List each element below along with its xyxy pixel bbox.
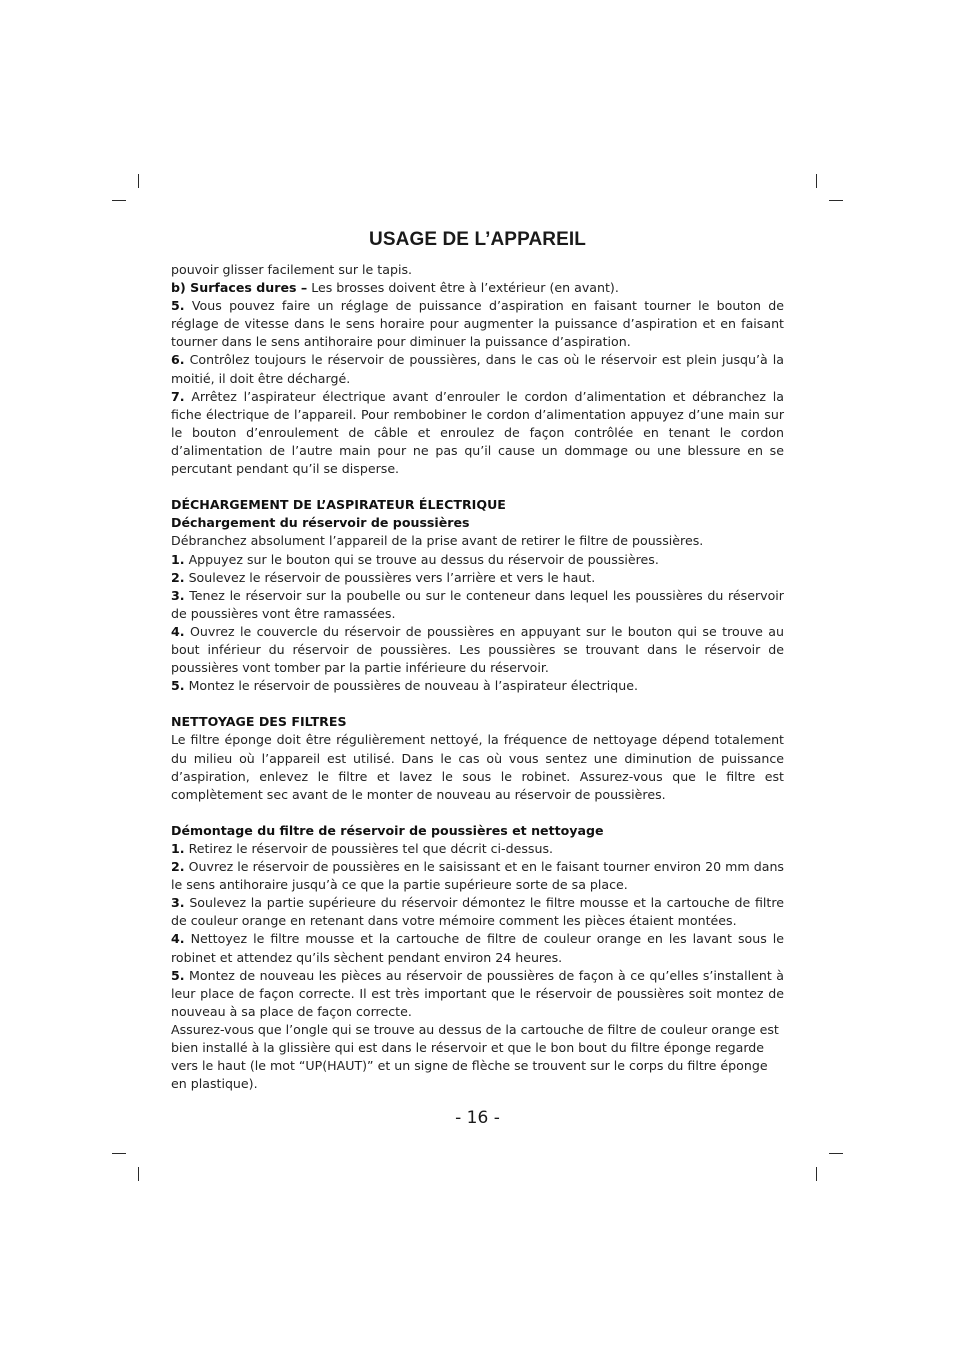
item-text: Montez le réservoir de poussières de nouveau à l’aspirateur électrique.: [184, 678, 638, 694]
item-text: Retirez le réservoir de poussières tel que décrit ci-dessus.: [184, 841, 554, 856]
crop-mark: [138, 174, 139, 188]
item-text: Vous pouvez faire un réglage de puissance d’aspiration en faisant tourner le bouton de réglage de vitesse dans le sens horaire pour augmenter la puissance d’aspiration et en faisant tourner dans le sens antihoraire pour diminuer la puissance d’aspiration.: [171, 298, 784, 350]
paragraph: Assurez-vous que l’ongle qui se trouve au dessus de la cartouche de filtre de couleur orange est bien installé à la glissière qui est dans le réservoir et que le bon bout du filtre éponge regarde vers le haut (le mot “UP(HAUT)” et un signe de flèche se trouvent sur le corps du filtre éponge en plastique).: [171, 1021, 779, 1092]
item-number: 1.: [171, 841, 185, 856]
item-text: Montez de nouveau les pièces au réservoir de poussières de façon à ce qu’elles s’installent à leur place de façon correcte. Il est très important que le réservoir de poussières soit montez de nouveau à sa place de façon correcte.: [171, 967, 784, 1019]
crop-mark: [138, 1167, 139, 1181]
item-number: 4.: [171, 623, 185, 639]
page-number: - 16 -: [455, 1108, 500, 1128]
item-number: 6.: [171, 352, 185, 368]
paragraph: Débranchez absolument l’appareil de la prise avant de retirer le filtre de poussières.: [171, 533, 704, 549]
crop-mark: [816, 1167, 817, 1181]
crop-mark: [829, 200, 843, 201]
list-item: [171, 388, 784, 478]
item-text: Soulevez la partie supérieure du réservoir démontez le filtre mousse et la cartouche de filtre de couleur orange en retenant dans votre mémoire comment les pièces étaient montées.: [171, 895, 784, 929]
paragraph: pouvoir glisser facilement sur le tapis.: [171, 262, 413, 277]
spacer: [171, 695, 784, 713]
list-item: [171, 551, 784, 569]
item-text: Appuyez sur le bouton qui se trouve au dessus du réservoir de poussières.: [184, 551, 659, 567]
list-item: [171, 840, 784, 858]
list-item: [171, 587, 784, 623]
paragraph: [171, 279, 784, 297]
item-number: 5.: [171, 967, 185, 983]
list-item: [171, 858, 784, 894]
spacer: [171, 478, 784, 496]
section-subheading: Déchargement du réservoir de poussières: [171, 515, 470, 531]
list-item: [171, 930, 784, 966]
item-text: Tenez le réservoir sur la poubelle ou sur le conteneur dans lequel les poussières du réservoir de poussières vont être ramassées.: [171, 587, 784, 621]
list-item: [171, 623, 784, 677]
item-text: Soulevez le réservoir de poussières vers l’arrière et vers le haut.: [184, 569, 596, 585]
section-subheading: Démontage du filtre de réservoir de poussières et nettoyage: [171, 822, 604, 838]
item-text: Ouvrez le couvercle du réservoir de poussières en appuyant sur le bouton qui se trouve au bout inférieur du réservoir de poussières. Les poussières se trouvant dans le réservoir de poussières vont tomber par la partie inférieure du réservoir.: [171, 623, 784, 676]
crop-mark: [112, 1153, 126, 1154]
item-number: 4.: [171, 931, 185, 947]
list-item: [171, 351, 784, 387]
item-number: 2.: [171, 859, 185, 875]
item-text: Arrêtez l’aspirateur électrique avant d’enrouler le cordon d’alimentation et débranchez la fiche électrique de l’appareil. Pour rembobiner le cordon d’alimentation appuyez d’une main sur le bouton d’enroulement de câble et enroulez de façon contrôlée en tenant le cordon d’alimentation de l’autre main pour ne pas qu’il cause un dommage ou une blessure en se percutant pendant qu’il se disperse.: [171, 388, 784, 477]
list-item: [171, 677, 784, 695]
item-number: 5.: [171, 678, 185, 694]
item-number: 1.: [171, 551, 185, 567]
item-number: 3.: [171, 587, 185, 603]
item-number: 2.: [171, 569, 185, 585]
list-item: [171, 297, 784, 351]
section-heading: DÉCHARGEMENT DE L’ASPIRATEUR ÉLECTRIQUE: [171, 497, 506, 513]
paragraph: Le filtre éponge doit être régulièrement nettoyé, la fréquence de nettoyage dépend totalement du milieu où l’appareil est utilisé. Dans le cas où vous sentez une diminution de puissance d’aspiration, enlevez le filtre et lavez le sous le robinet. Assurez-vous que le filtre est complètement sec avant de le monter de nouveau au réservoir de poussières.: [171, 732, 784, 802]
crop-mark: [829, 1153, 843, 1154]
crop-mark: [112, 200, 126, 201]
list-item: [171, 569, 784, 587]
page-title: USAGE DE L’APPAREIL: [369, 229, 586, 250]
item-number: 5.: [171, 298, 185, 314]
item-text: Nettoyez le filtre mousse et la cartouche de filtre de couleur orange en les lavant sous le robinet et attendez qu’ils sèchent pendant environ 24 heures.: [171, 931, 784, 965]
spacer: [171, 804, 784, 822]
list-item: [171, 967, 784, 1021]
main-content: [171, 261, 784, 1093]
item-number: 3.: [171, 895, 185, 911]
item-text: Contrôlez toujours le réservoir de poussières, dans le cas où le réservoir est plein jusqu’à la moitié, il doit être déchargé.: [171, 352, 784, 386]
crop-mark: [816, 174, 817, 188]
item-text: Les brosses doivent être à l’extérieur (en avant).: [307, 280, 619, 296]
section-heading: NETTOYAGE DES FILTRES: [171, 714, 347, 730]
item-label: b) Surfaces dures –: [171, 280, 308, 296]
item-text: Ouvrez le réservoir de poussières en le saisissant et en le faisant tourner environ 20 mm dans le sens antihoraire jusqu’à ce que la partie supérieure sorte de sa place.: [171, 859, 784, 893]
list-item: [171, 894, 784, 930]
item-number: 7.: [171, 388, 185, 404]
